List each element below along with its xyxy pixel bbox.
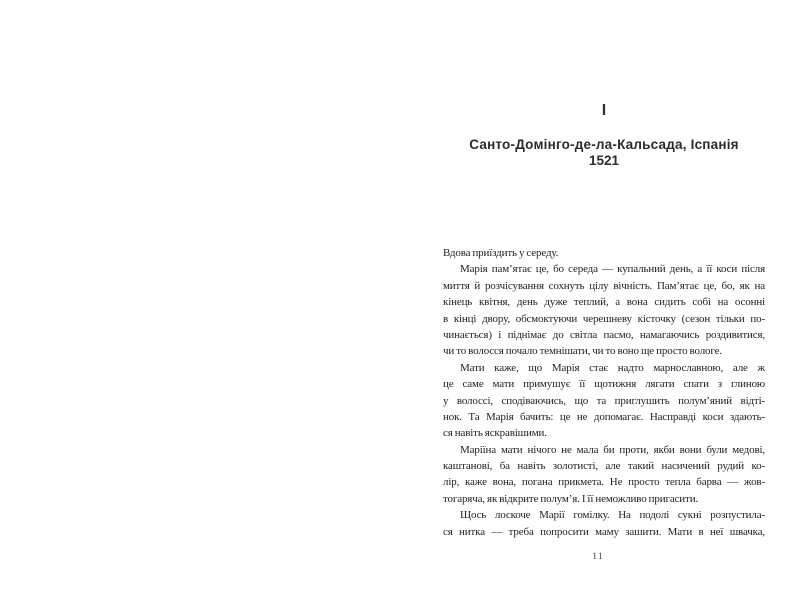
body-line: Щось лоскоче Марії гомілку. На подолі сукні розпустила- bbox=[460, 509, 765, 522]
body-line: Вдова приїздить у середу. bbox=[443, 247, 559, 259]
chapter-year: 1521 bbox=[588, 153, 620, 168]
chapter-location: Санто-Домінго-де-ла-Кальсада, Іспанія bbox=[469, 137, 739, 152]
body-line: чи то волосся почало темнішати, чи то воно ще просто вологе. bbox=[443, 345, 722, 358]
page-number: 11 bbox=[592, 552, 604, 562]
body-line: Маріїна мати нічого не мала би проти, якби вони були медові, bbox=[460, 443, 765, 456]
body-line: Марія пам’ятає це, бо середа — купальний день, а її коси після bbox=[460, 263, 765, 276]
chapter-number: I bbox=[601, 102, 607, 119]
body-line: лір, каже вона, погана прикмета. Не просто тепла барва — жов- bbox=[443, 476, 765, 489]
body-line: тогаряча, як відкрите полум’я. І її неможливо пригасити. bbox=[443, 492, 699, 505]
body-line: чинається) і піднімає до світла пасмо, намагаючись роздивитися, bbox=[443, 328, 765, 341]
body-line: ся навіть яскравішими. bbox=[443, 427, 547, 440]
body-line: у волоссі, сподіваючись, що та приглушить полум’яний відті- bbox=[443, 394, 765, 407]
body-line: ся нитка — треба попросити маму зашити. Мати в неї швачка, bbox=[443, 525, 765, 538]
body-text-block bbox=[443, 245, 765, 540]
body-line: каштанові, ба навіть золотисті, але такий насичений рудий ко- bbox=[443, 460, 765, 473]
body-line: в кінці двору, обсмоктуючи черешневу кісточку (сезон тільки по- bbox=[443, 312, 765, 325]
body-line: це саме мати примушує її щотижня лягати спати з глиною bbox=[443, 378, 765, 391]
body-line: Мати каже, що Марія стає надто марнославною, але ж bbox=[460, 361, 765, 374]
body-line: кінець квітня, день дуже теплий, а вона сидить собі на осонні bbox=[443, 296, 765, 309]
body-line: нок. Та Марія бачить: це не допомагає. Насправді коси здають- bbox=[443, 410, 765, 423]
body-line: миття й розчісування сохнуть цілу вічність. Пам’ятає це, бо, як на bbox=[443, 279, 765, 292]
